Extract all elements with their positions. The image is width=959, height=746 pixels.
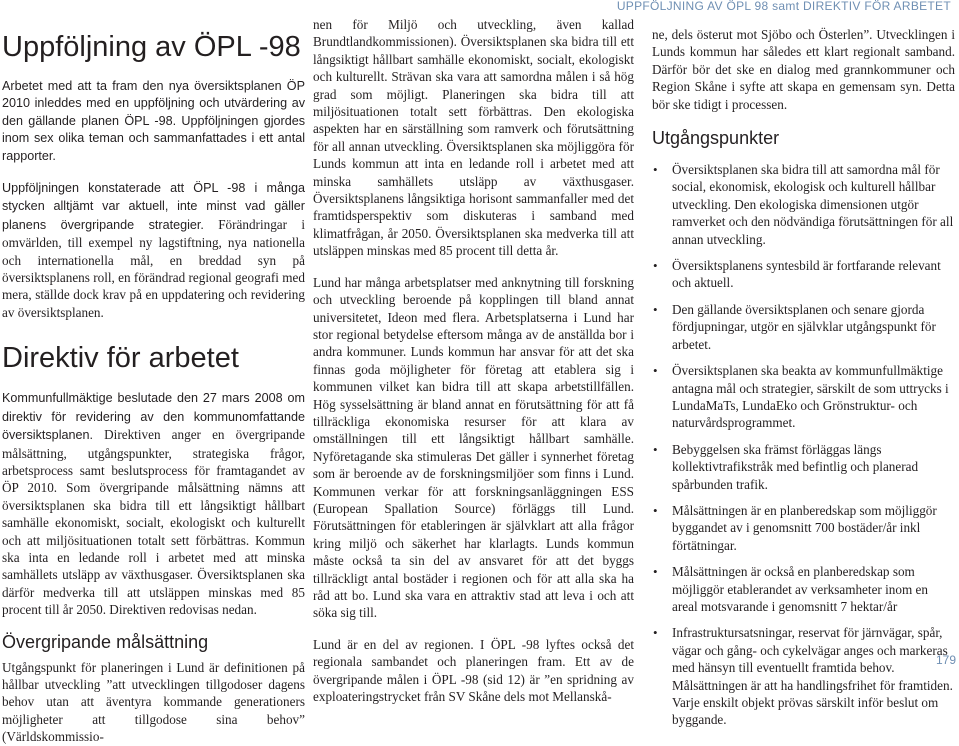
list-item (652, 441, 955, 493)
followup-rest: Förändringar i omvärlden, till exempel ny lagstiftning, nya nationella och internationella mål, en breddad syn på översiktsplanens roll, en förändrad regional geografi med mera, ställde dock krav på en uppdatering och revidering av översiktsplanen. (2, 216, 305, 320)
followup-lead: Uppföljningen konstaterade att ÖPL -98 i många stycken alltjämt var aktuell, inte minst vad gäller planens övergripande strategier. (2, 181, 305, 232)
bullet-icon: • (653, 564, 658, 580)
list-item (652, 502, 955, 554)
goal-subheading: Övergripande målsättning (2, 631, 209, 652)
running-header: UPPFÖLJNING AV ÖPL 98 samt DIREKTIV FÖR ARBETET (616, 0, 951, 13)
bullet-icon: • (653, 258, 658, 274)
starting-points-heading: Utgångspunkter (652, 128, 780, 149)
column-left (2, 0, 305, 746)
list-item-text: Översiktsplanen ska bidra till att samordna mål för social, ekonomisk, ekologisk och kulturell hållbar utveckling. Den ekologiska dimensionen utgör ramverket och den nödvändiga förutsättningen för all annan utveckling. (672, 162, 954, 247)
list-item-text: Infrastruktursatsningar, reservat för järnvägar, spår, vägar och gång- och cykelvägar anges och markeras med hänsyn till eventuellt framtida behov. Målsättningen är att ha handlingsfrihet för framtiden. Varje enskilt objekt prövas särskilt inför beslut om byggande. (672, 625, 953, 728)
body-paragraph-2: Lund har många arbetsplatser med anknytning till forskning och utveckling beroende på kopplingen till bland annat universitetet, Ideon med flera. Arbetsplatserna i Lund har stor regional betydelse eftersom många av de anställda bor i andra kommuner. Lunds kommun har ansvar för att det ska finnas goda möjligheter för företag att etablera sig i kommunen vilket kan bidra till att skapa arbetstillfällen. Hög sysselsättning är bland annat en förutsättning för att få tillräckliga ekonomiska resurser för att klara av omställningen till ett långsiktigt hållbart samhälle. Nyföretagande ska stimuleras Det gäller i synnerhet företag som är beroende av de forskningsmiljöer som finns i Lund. Kommunen verkar för att forskningsanläggningen ESS (European Spallation Source) förläggs till Lund. Förutsättningen för etableringen är självklart att alla frågor kring miljö och säkerhet har klarlagts. Lunds kommun måste också ta sin del av ansvaret för att det byggs tillräckligt antal bostäder i regionen och för att alla ska ha råd att bo. Lund ska vara en attraktiv stad att leva i och att söka sig till. (313, 274, 634, 621)
list-item (652, 563, 955, 615)
column-middle (313, 0, 634, 705)
list-item (652, 257, 955, 292)
followup-paragraph (2, 179, 305, 321)
bullet-icon: • (653, 363, 658, 379)
list-item-text: Översiktsplanen ska beakta av kommunfullmäktige antagna mål och strategier, särskilt de som uttrycks i LundaMaTs, LundaEko och Grönstruktur- och naturvårdsprogrammet. (672, 363, 949, 431)
intro-paragraph: Arbetet med att ta fram den nya översiktsplanen ÖP 2010 inleddes med en uppföljning och utvärdering av den gällande planen ÖPL -98. Uppföljningen gjordes inom sex olika teman och sammanfattades i ett antal rapporter. (2, 79, 305, 163)
list-item-text: Översiktsplanens syntesbild är fortfarande relevant och aktuell. (672, 258, 941, 291)
list-item (652, 161, 955, 248)
page-title: Uppföljning av ÖPL -98 (2, 31, 301, 63)
list-item-text: Målsättningen är också en planberedskap som möjliggör etablerandet av verksamheter inom en areal motsvarande i genomsnitt 7 hektar/år (672, 564, 928, 614)
bullet-icon: • (653, 625, 658, 641)
starting-points-list (652, 161, 955, 729)
list-item (652, 301, 955, 353)
list-item-text: Den gällande översiktsplanen och senare gjorda fördjupningar, utgör en självklar utgångspunkt för arbetet. (672, 301, 936, 352)
list-item (652, 624, 955, 728)
list-item (652, 362, 955, 432)
list-item-text: Bebyggelsen ska främst förläggas längs kollektivtrafikstråk med befintlig och planerad spårbunden trafik. (672, 441, 919, 492)
directive-lead: Kommunfullmäktige beslutade den 27 mars 2008 om direktiv för revidering av den kommunomfattande översiktsplanen. (2, 391, 305, 443)
bullet-icon: • (653, 502, 658, 518)
list-item-text: Målsättningen är en planberedskap som möjliggör byggandet av i genomsnitt 700 bostäder/år inkl förtätningar. (672, 502, 937, 553)
body-paragraph-3: Lund är en del av regionen. I ÖPL -98 lyftes också det regionala sambandet och planeringen fram. Ett av de övergripande målen i ÖPL -98 (sid 12) är ”en spridning av exploateringstrycket från SV Skåne dels mot Mellanskå- (313, 636, 634, 705)
directive-heading: Direktiv för arbetet (2, 342, 239, 375)
bullet-icon: • (653, 441, 658, 457)
bullet-icon: • (653, 162, 658, 178)
directive-paragraph (2, 389, 305, 618)
column-right (652, 0, 955, 738)
regional-paragraph: ne, dels österut mot Sjöbo och Österlen”. Utvecklingen i Lunds kommun har således ett klart regionalt samband. Därför bör det ske en dialog med grannkommuner och Region Skåne i syfte att skapa en gemensam syn. Detta bör ske tidigt i processen. (652, 27, 955, 112)
goal-paragraph: Utgångspunkt för planeringen i Lund är definitionen på hållbar utveckling ”att utvecklingen tillgodoser dagens behov utan att äventyra kommande generationers möjligheter att tillgodose sina behov” (Världskommissio- (2, 659, 305, 745)
directive-rest: Direktiven anger en övergripande målsättning, utgångspunkter, strategiska frågor, arbetsprocess samt beslutsprocess för framtagandet av ÖP 2010. Som övergripande målsättning nämns att översiktsplanen ska bidra till ett långsiktigt hållbart samhälle ekonomiskt, socialt, ekologiskt och kulturellt och att miljösituationen totalt sett förbättras. Kommun ska inta en ledande roll i arbetet med att minska samhällets utsläpp av växthusgaser. Översiktsplanen ska därför medverka till att utsläppen minskas med 85 procent till år 2050. Direktiven redovisas nedan. (2, 427, 305, 618)
bullet-icon: • (653, 301, 658, 317)
page-number: 179 (935, 653, 956, 667)
body-paragraph-1: nen för Miljö och utveckling, även kallad Brundtlandkommissionen). Översiktsplanen ska bidra till ett långsiktigt hållbart samhälle ekonomiskt, socialt, ekologiskt och kulturellt. Strävan ska vara att samordna målen i så hög grad som möjligt. Planeringen ska bidra till att miljösituationen totalt sett förbättras. Den ekologiska aspekten har en särställning som ramverk och förutsättning för all annan utveckling. Översiktsplanen ska möjliggöra för Lunds kommun att inta en ledande roll i arbetet med att minska samhällets utsläpp av växthusgaser. Översiktsplanens långsiktiga horisont sammanfaller med det framtidsperspektiv som diskuteras i samband med klimatfrågan, år 2050. Översiktsplanen ska medverka till att utsläppen minskas med 85 procent till detta år. (313, 17, 634, 259)
